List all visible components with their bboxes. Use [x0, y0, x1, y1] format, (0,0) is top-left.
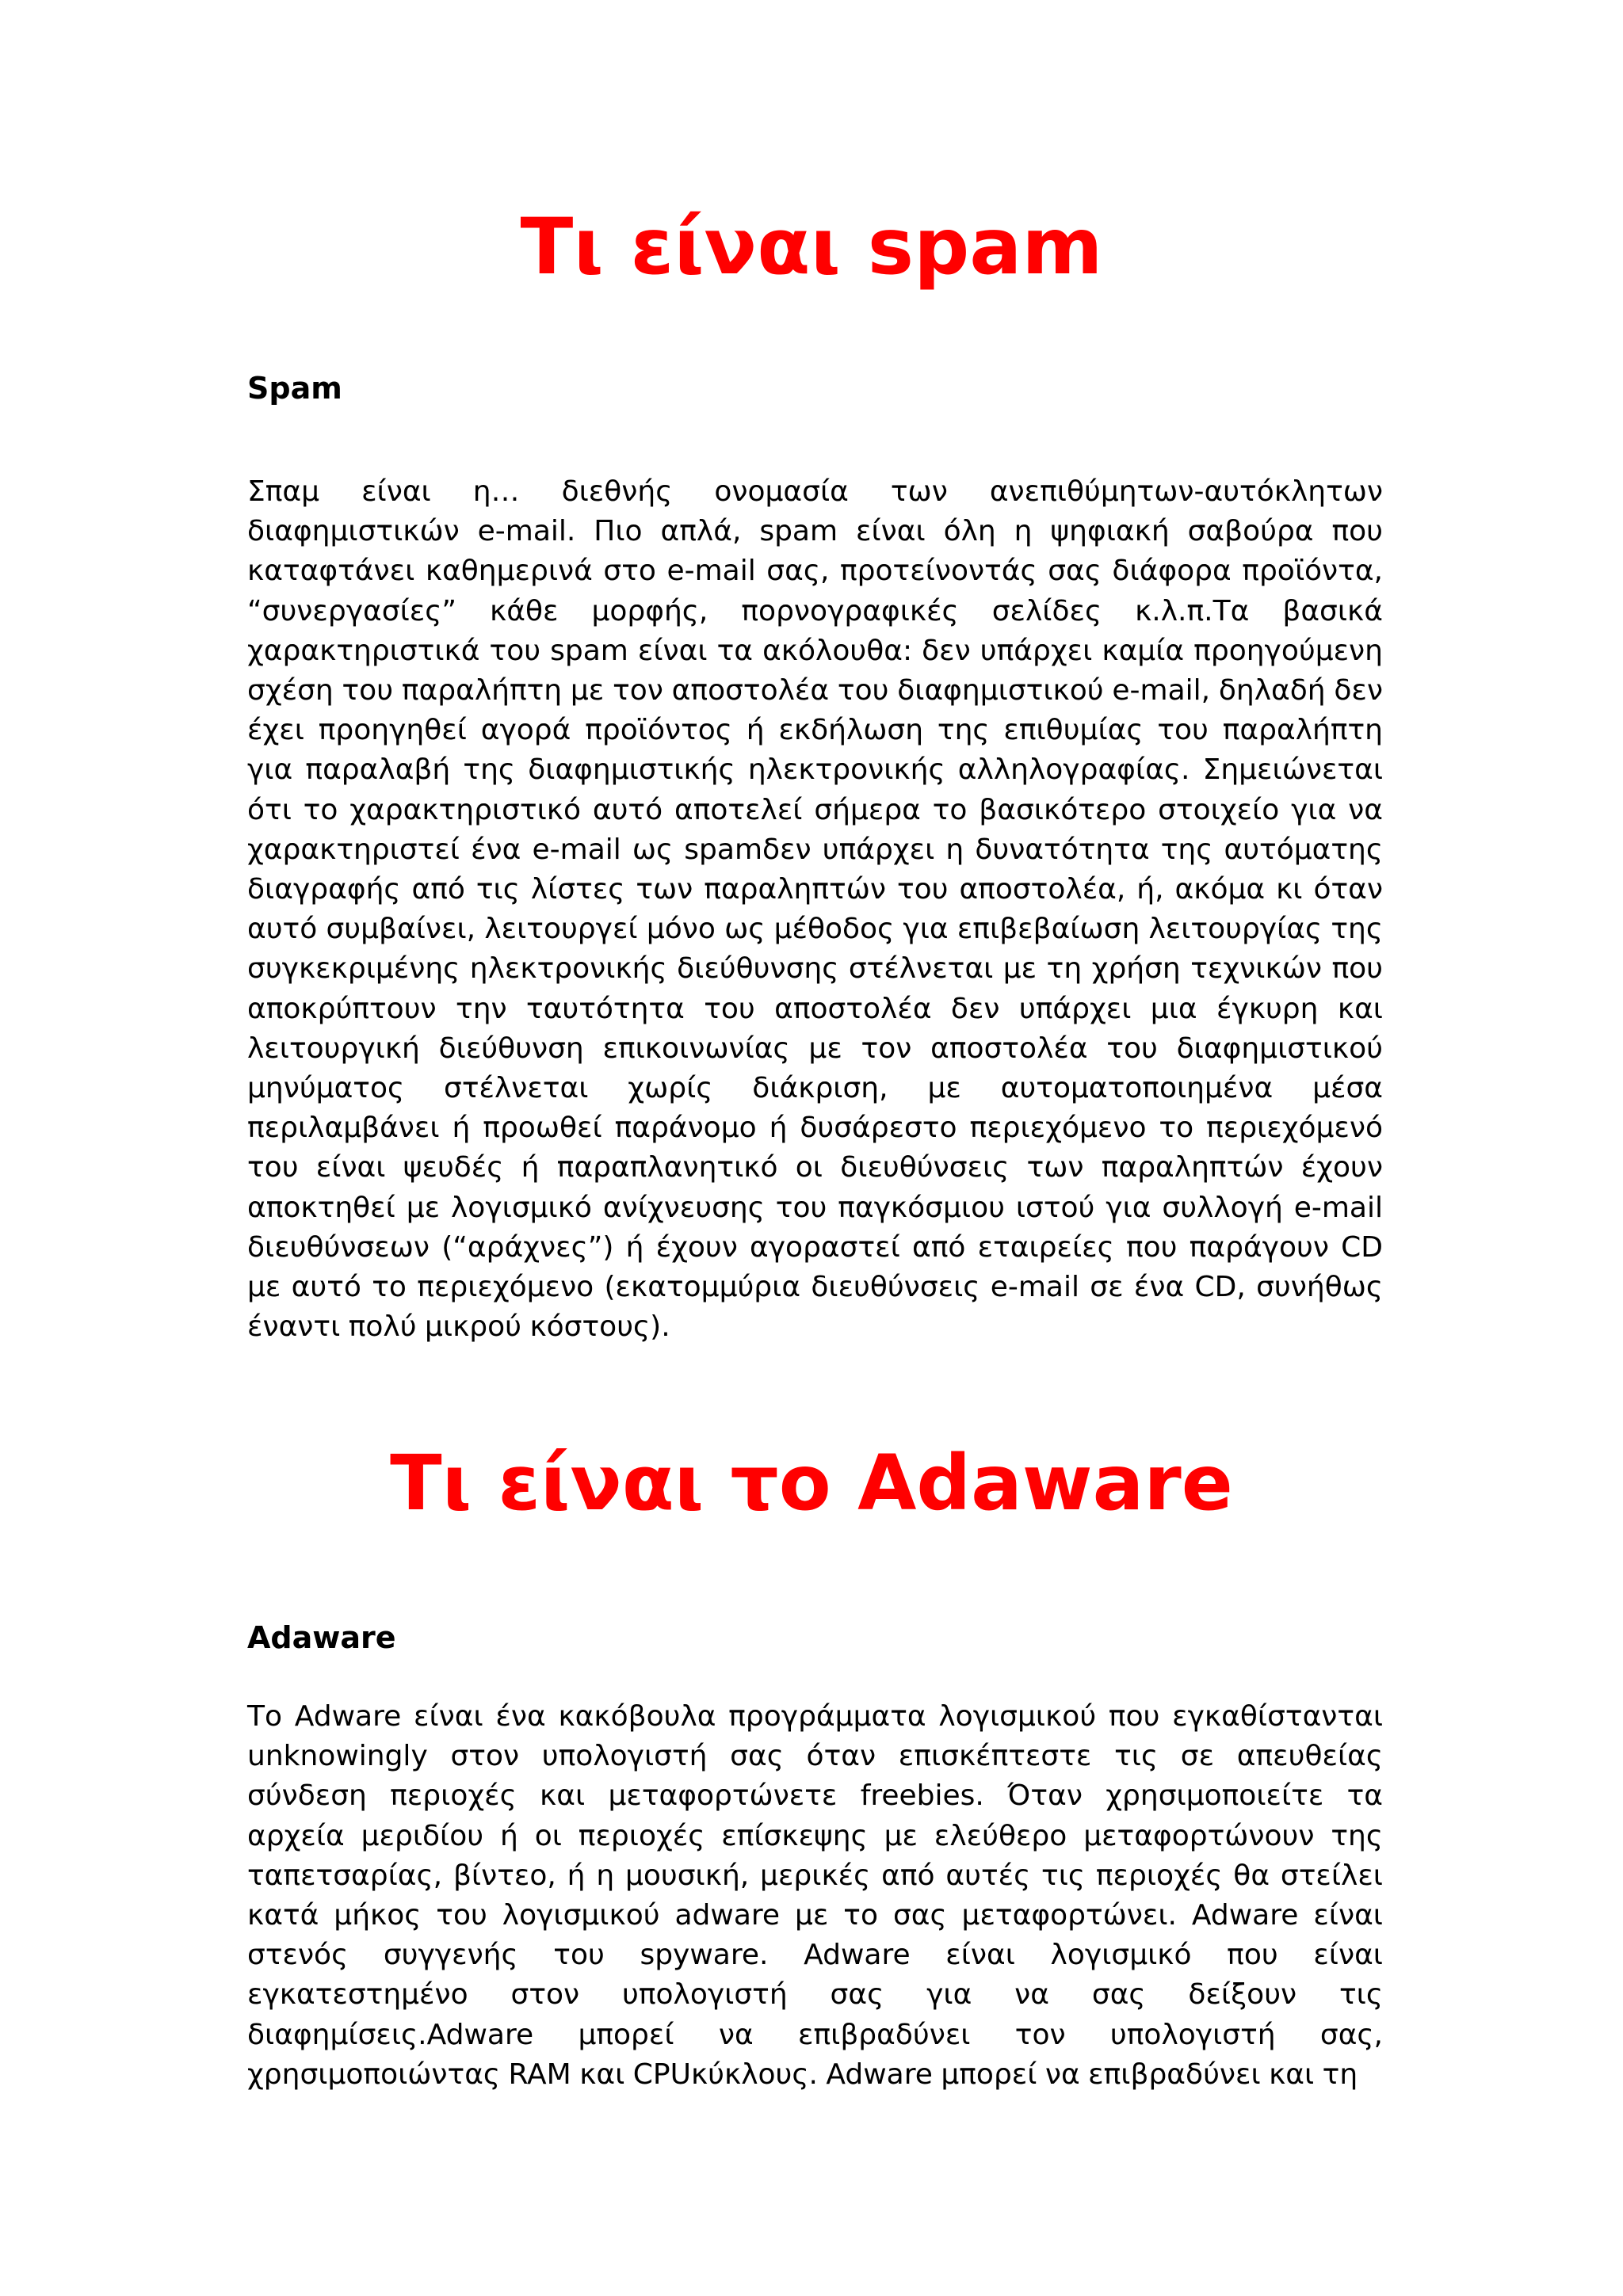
section-heading-spam: Spam — [247, 371, 342, 406]
section-paragraph-adware: Το Adware είναι ένα κακόβουλα προγράμματα λογισμικού που εγκαθίστανται unknowingly στον υπολογιστή σας όταν επισκέπτεστε τις σε απευθείας σύνδεση περιοχές και μεταφορτώνετε freebies. Όταν χρησιμοποιείτε τα αρχεία μεριδίου ή οι περιοχές επίσκεψης με ελεύθερο μεταφορτώνουν της ταπετσαρίας, βίντεο, ή η μουσική, μερικές από αυτές τις περιοχές θα στείλει κατά μήκος του λογισμικού adware με το σας μεταφορτώνει. Adware είναι στενός συγγενής του spyware. Adware είναι λογισμικό που είναι εγκατεστημένο στον υπολογιστή σας για να σας δείξουν τις διαφημίσεις.Adware μπορεί να επιβραδύνει τον υπολογιστή σας, χρησιμοποιώντας RAM και CPUκύκλους. Adware μπορεί να επιβραδύνει και τη — [247, 1700, 1383, 2091]
section-heading-adware: Adaware — [247, 1620, 396, 1655]
section-title-adware: Τι είναι το Adaware — [390, 1439, 1233, 1527]
section-title-spam: Τι είναι spam — [520, 202, 1103, 292]
section-paragraph-spam: Σπαμ είναι η… διεθνής ονομασία των ανεπιθύμητων-αυτόκλητων διαφημιστικών e-mail. Πιο απλά, spam είναι όλη η ψηφιακή σαβούρα που καταφτάνει καθημερινά στο e-mail σας, προτείνοντάς σας διάφορα προϊόντα, “συνεργασίες” κάθε μορφής, πορνογραφικές σελίδες κ.λ.π.Τα βασικά χαρακτηριστικά του spam είναι τα ακόλουθα: δεν υπάρχει καμία προηγούμενη σχέση του παραλήπτη με τον αποστολέα του διαφημιστικού e-mail, δηλαδή δεν έχει προηγηθεί αγορά προϊόντος ή εκδήλωση της επιθυμίας του παραλήπτη για παραλαβή της διαφημιστικής ηλεκτρονικής αλληλογραφίας. Σημειώνεται ότι το χαρακτηριστικό αυτό αποτελεί σήμερα το βασικότερο στοιχείο για να χαρακτηριστεί ένα e-mail ως spamδεν υπάρχει η δυνατότητα της αυτόματης διαγραφής από τις λίστες των παραληπτών του αποστολέα, ή, ακόμα κι όταν αυτό συμβαίνει, λειτουργεί μόνο ως μέθοδος για επιβεβαίωση λειτουργίας της συγκεκριμένης ηλεκτρονικής διεύθυνσης στέλνεται με τη χρήση τεχνικών που αποκρύπτουν την ταυτότητα του αποστολέα δεν υπάρχει μια έγκυρη και λειτουργική διεύθυνση επικοινωνίας με τον αποστολέα του διαφημιστικού μηνύματος στέλνεται χωρίς διάκριση, με αυτοματοποιημένα μέσα περιλαμβάνει ή προωθεί παράνομο ή δυσάρεστο περιεχόμενο το περιεχόμενό του είναι ψευδές ή παραπλανητικό οι διευθύνσεις των παραληπτών έχουν αποκτηθεί με λογισμικό ανίχνευσης του παγκόσμιου ιστού για συλλογή e-mail διευθύνσεων (“αράχνες”) ή έχουν αγοραστεί από εταιρείες που παράγουν CD με αυτό το περιεχόμενο (εκατομμύρια διευθύνσεις e-mail σε ένα CD, συνήθως έναντι πολύ μικρού κόστους). — [247, 475, 1383, 1344]
